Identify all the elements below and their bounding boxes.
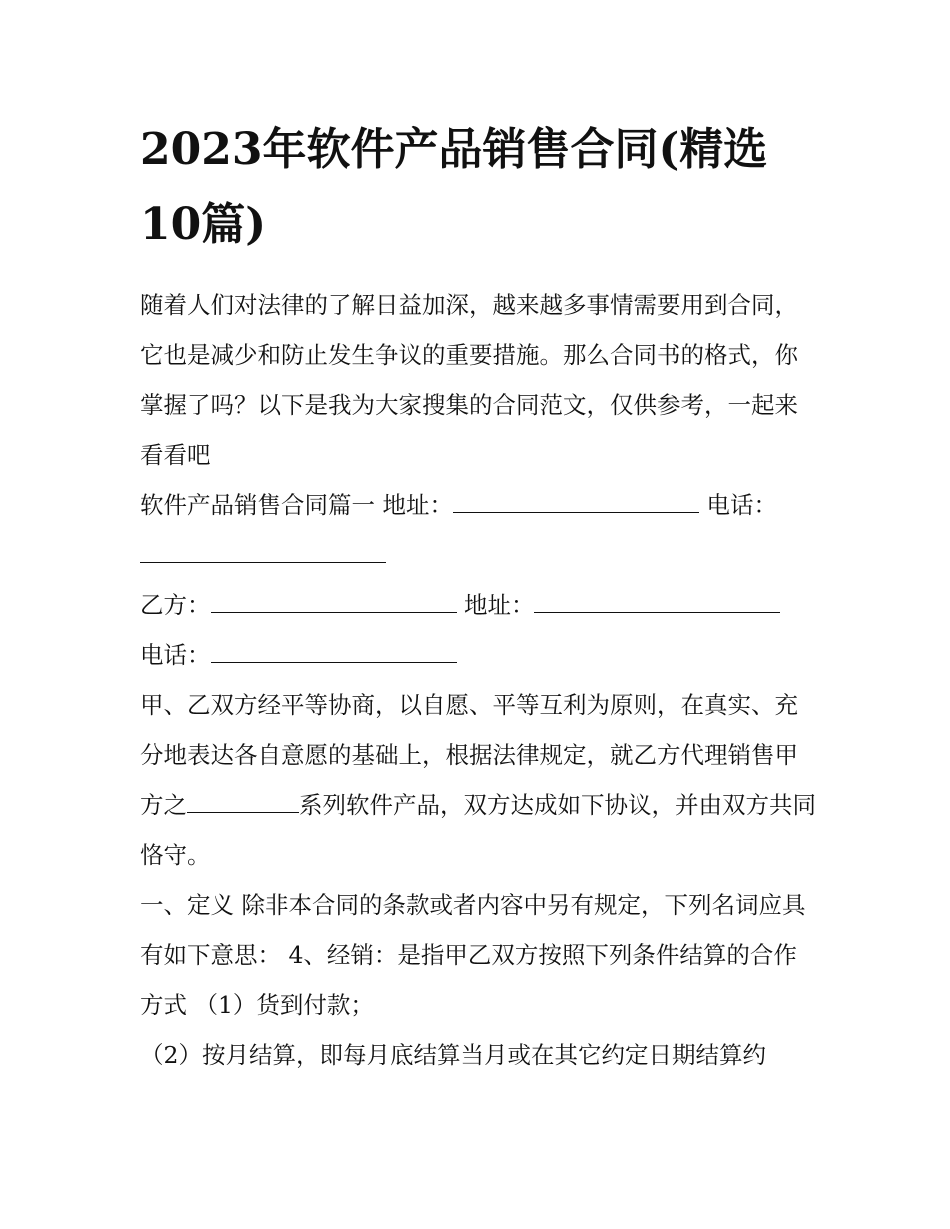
document-title: 2023年软件产品销售合同(精选10篇) bbox=[140, 124, 768, 250]
party-a-block bbox=[140, 480, 820, 580]
party-b-phone-label: 电话： bbox=[140, 641, 211, 669]
party-a-phone-label: 电话： bbox=[706, 491, 777, 519]
product-series-blank bbox=[187, 786, 299, 813]
party-a-heading: 软件产品销售合同篇一 bbox=[140, 491, 375, 519]
party-b-label: 乙方： bbox=[140, 591, 211, 619]
party-b-address-label: 地址： bbox=[463, 591, 535, 619]
settlement-paragraph: （2）按月结算，即每月底结算当月或在其它约定日期结算约 bbox=[140, 1041, 766, 1069]
agreement-text-part1: 甲、乙双方经平等协商，以自愿、平等互利为原则，在真实、充分地表达各自意愿的基础上，根据法律规定，就乙方代理销售甲方之 bbox=[140, 691, 798, 819]
party-b-name-blank bbox=[211, 586, 457, 613]
agreement-text-part2: 系列软件产品，双方达成如下协议，并由双方共同恪守。 bbox=[140, 791, 816, 869]
party-a-phone-blank bbox=[140, 536, 386, 563]
document-body bbox=[140, 280, 820, 1080]
party-a-address-blank bbox=[453, 486, 699, 513]
party-b-address-blank bbox=[534, 586, 780, 613]
agreement-paragraph bbox=[140, 680, 820, 880]
party-a-address-label: 地址： bbox=[382, 491, 453, 519]
definitions-paragraph: 一、定义 除非本合同的条款或者内容中另有规定，下列名词应具有如下意思： 4、经销：是指甲乙双方按照下列条件结算的合作方式 （1）货到付款； bbox=[140, 891, 806, 1019]
party-b-phone-blank bbox=[211, 636, 457, 663]
intro-paragraph: 随着人们对法律的了解日益加深，越来越多事情需要用到合同，它也是减少和防止发生争议的重要措施。那么合同书的格式，你掌握了吗？以下是我为大家搜集的合同范文，仅供参考，一起来看看吧 bbox=[140, 291, 798, 469]
party-b-block bbox=[140, 580, 820, 680]
